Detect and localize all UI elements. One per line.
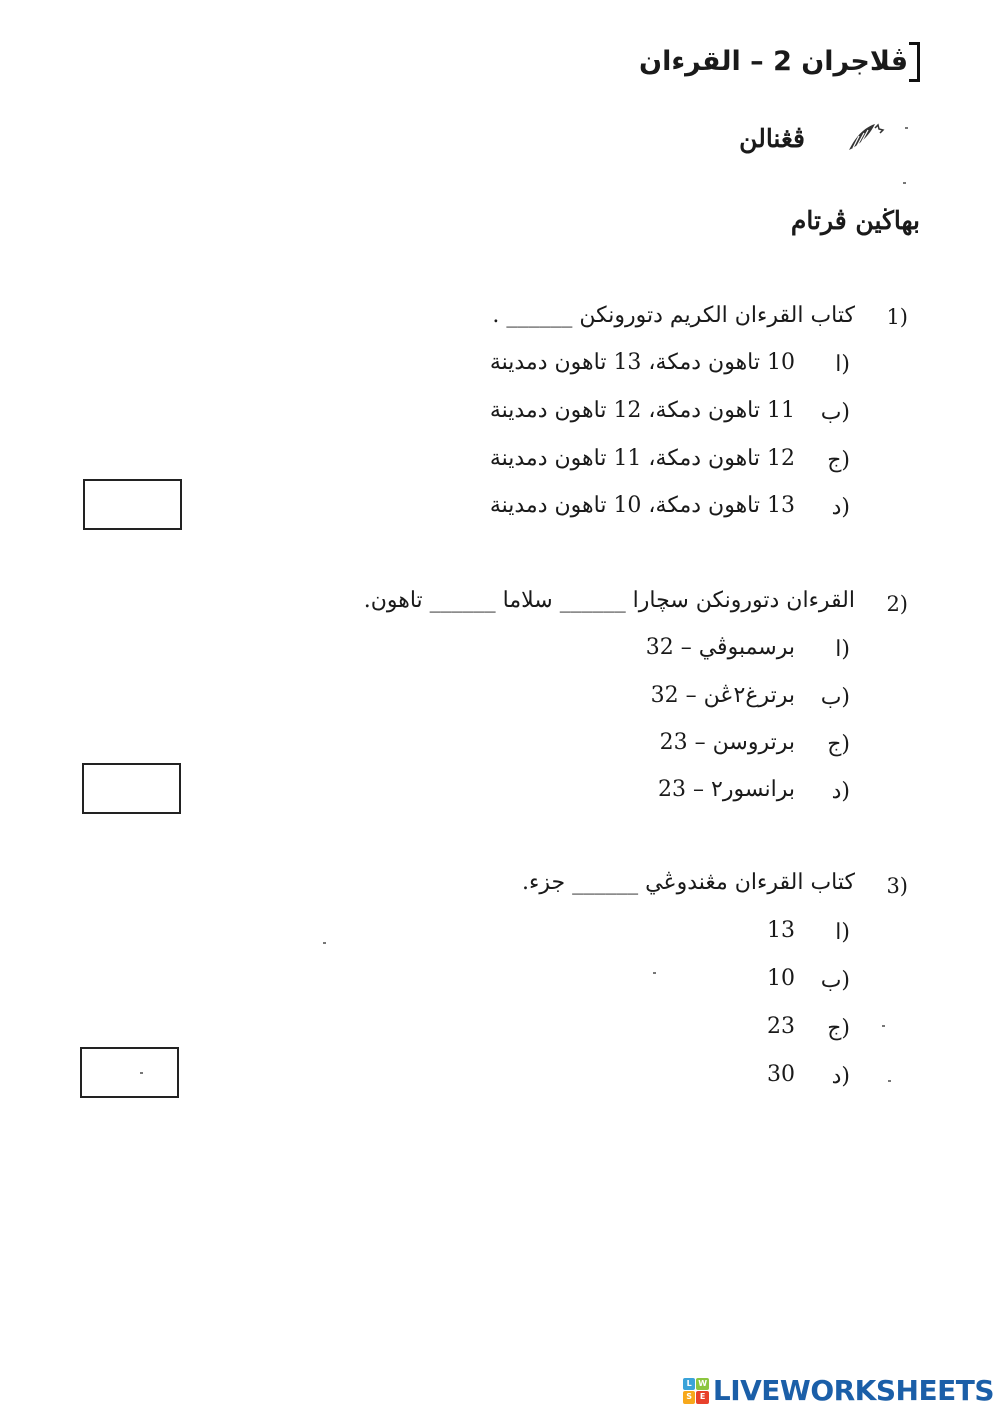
option-text: 12 تاهون دمكة، 11 تاهون دمدينة: [489, 446, 795, 471]
answer-box-q2[interactable]: [82, 763, 181, 814]
question-text: القرءان دتورونكن سچارا ______ سلاما ______ تاهون.: [363, 588, 855, 613]
option-text: 10 تاهون دمكة، 13 تاهون دمدينة: [489, 350, 795, 375]
logo-mark-letter: W: [696, 1378, 709, 1391]
option-letter: د): [831, 779, 850, 804]
question-number: 2): [886, 592, 908, 616]
question-number: 1): [886, 305, 908, 329]
scan-speck: [905, 127, 908, 129]
option-text: 13: [767, 918, 795, 943]
scan-speck: [888, 1080, 891, 1082]
option-letter: ب): [820, 968, 850, 993]
question-text: كتاب القرءان الكريم دتورونكن ______ .: [492, 303, 855, 328]
logo-mark-letter: S: [683, 1391, 696, 1404]
option-letter: ج): [827, 732, 850, 757]
option-text: برتروسن – 23: [659, 730, 795, 755]
section-label: ڤڠنالن: [739, 124, 805, 153]
scan-speck: [653, 972, 656, 974]
option-letter: ج): [827, 448, 850, 473]
option-text: 10: [767, 966, 795, 991]
option-letter: د): [831, 495, 850, 520]
question-number: 3): [886, 874, 908, 898]
option-letter: ب): [820, 685, 850, 710]
option-text: برانسور٢ – 23: [658, 777, 795, 802]
logo-mark-letter: E: [696, 1391, 709, 1404]
answer-box-q1[interactable]: [83, 479, 182, 530]
option-letter: ا): [835, 352, 850, 377]
option-text: 11 تاهون دمكة، 12 تاهون دمدينة: [489, 398, 795, 423]
quill-icon: [845, 118, 885, 154]
option-text: 23: [767, 1014, 795, 1039]
question-text: كتاب القرءان مڠندوڠي ______ جزء.: [522, 870, 855, 895]
scan-speck: [323, 942, 326, 944]
option-letter: ا): [835, 920, 850, 945]
logo-mark-letter: L: [683, 1378, 696, 1391]
logo-mark-icon: [683, 1378, 709, 1404]
scan-speck: [140, 1072, 143, 1074]
option-letter: ا): [835, 637, 850, 662]
option-letter: ب): [820, 400, 850, 425]
option-text: برترغ٢ڠن – 32: [650, 683, 795, 708]
title-bracket: [909, 42, 920, 82]
scan-speck: [903, 182, 906, 184]
scan-speck: [882, 1025, 885, 1027]
page-title: ڤلاجران 2 – القرءان: [639, 46, 908, 77]
answer-box-q3[interactable]: [80, 1047, 179, 1098]
option-letter: ج): [827, 1016, 850, 1041]
logo-text: LIVEWORKSHEETS: [712, 1374, 994, 1407]
option-text: برسمبوڤي – 32: [645, 635, 795, 660]
option-text: 30: [767, 1062, 795, 1087]
liveworksheets-logo: [683, 1374, 994, 1407]
part-instruction: بهاڬين ڤرتام: [790, 206, 920, 235]
option-letter: د): [831, 1064, 850, 1089]
option-text: 13 تاهون دمكة، 10 تاهون دمدينة: [489, 493, 795, 518]
